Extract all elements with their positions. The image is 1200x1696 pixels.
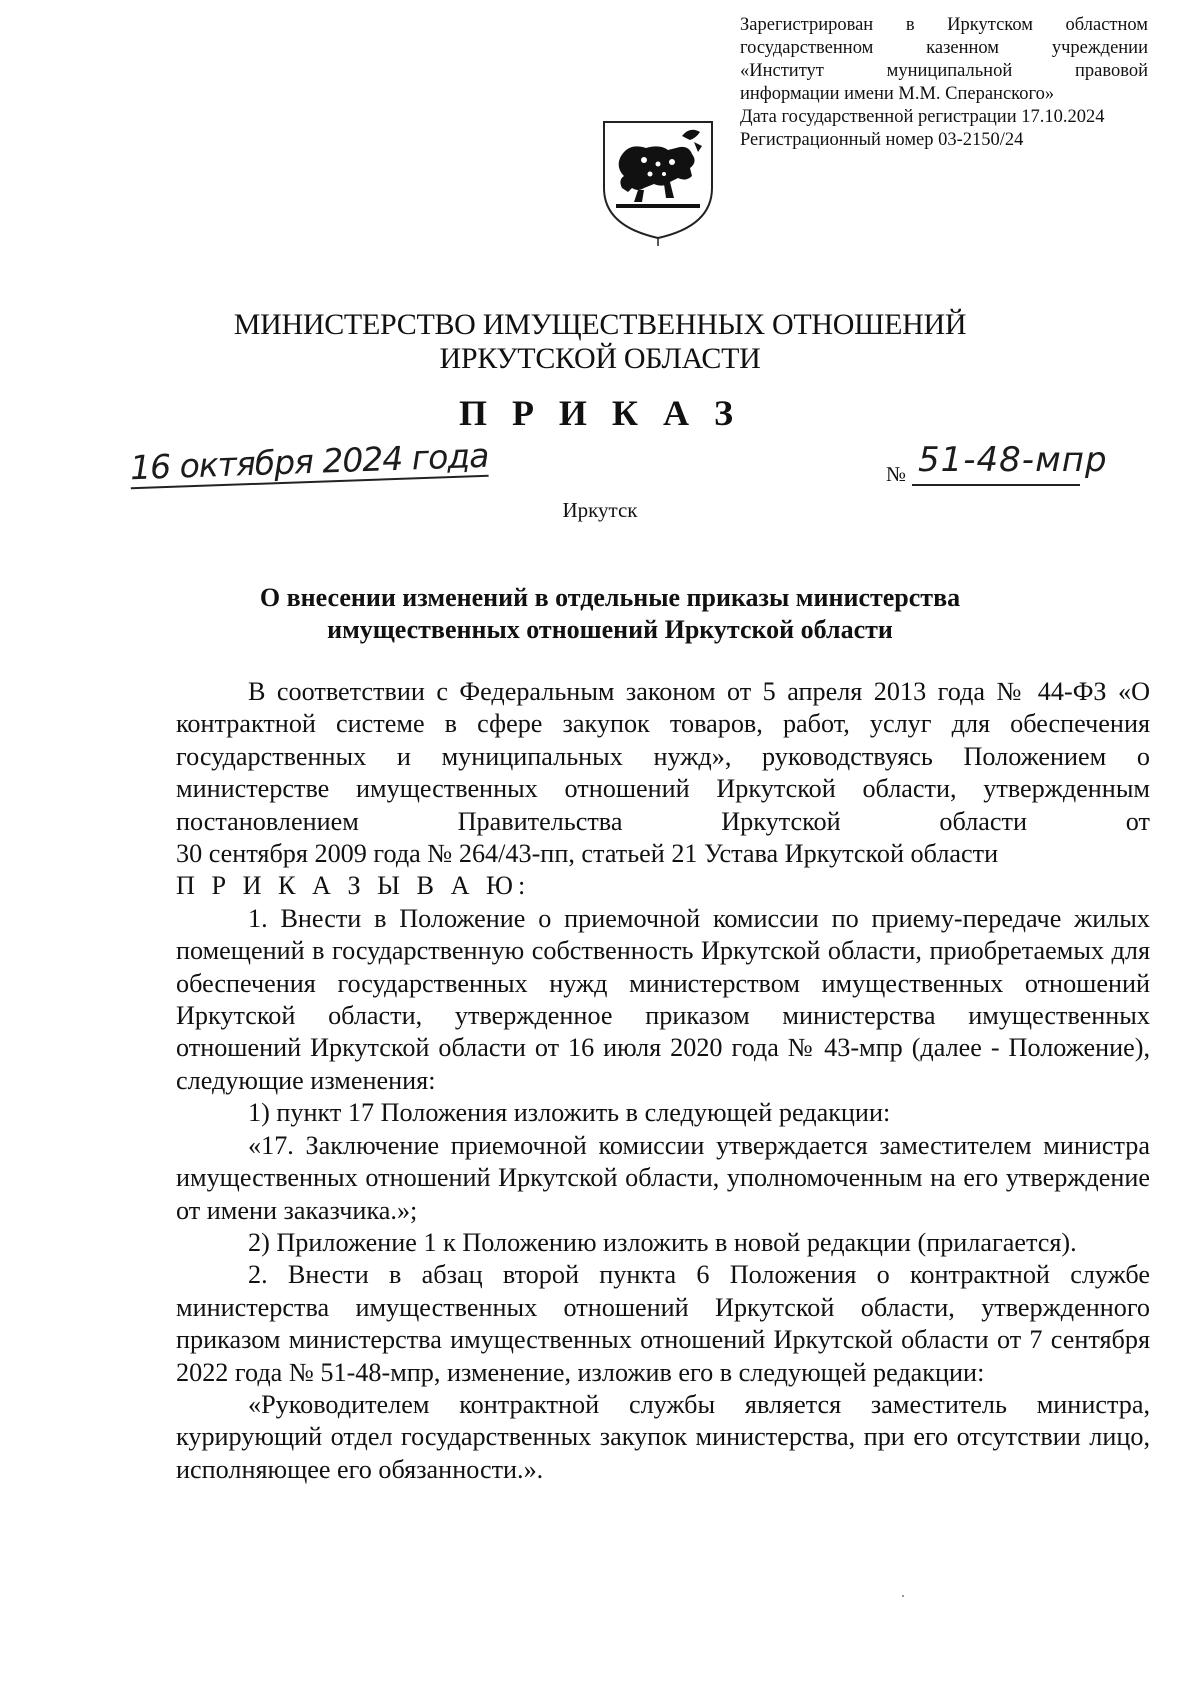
city: Иркутск bbox=[562, 498, 638, 522]
ministry-name-line: МИНИСТЕРСТВО ИМУЩЕСТВЕННЫХ ОТНОШЕНИЙ bbox=[233, 308, 967, 341]
registration-number: Регистрационный номер 03-2150/24 bbox=[740, 130, 1024, 150]
document-body bbox=[176, 676, 1150, 1486]
order-word: П Р И К А З Ы В А Ю: bbox=[176, 871, 531, 901]
document-title-line: О внесении изменений в отдельные приказы министерства bbox=[259, 583, 961, 612]
registration-date: Дата государственной регистрации 17.10.2024 bbox=[740, 107, 1105, 127]
preamble-end: 30 сентября 2009 года № 264/43-пп, статьей 21 Устава Иркутской области bbox=[176, 839, 999, 869]
document-title-line: имущественных отношений Иркутской области bbox=[327, 615, 893, 644]
handwritten-date bbox=[129, 436, 489, 487]
number-label: № bbox=[886, 462, 907, 486]
handwritten-date-text: 16 октября 2024 года bbox=[129, 435, 489, 488]
irkutsk-coat-of-arms-icon bbox=[598, 118, 718, 248]
ministry-name-line: ИРКУТСКОЙ ОБЛАСТИ bbox=[439, 342, 761, 375]
registration-stamp bbox=[740, 14, 1148, 152]
preamble: В соответствии с Федеральным законом от 5 апреля 2013 года № 44-ФЗ «О контрактной системе в сфере закупок товаров, работ, услуг для обеспечения государственных и муниципальных нужд», руководствуясь Положением о министерстве имущественных отношений Иркутской области, утвержденным постановлением Правительства Иркутской области от bbox=[176, 677, 1150, 836]
registration-line: «Институт муниципальной правовой bbox=[740, 61, 1148, 81]
handwritten-number: 51-48-мпр bbox=[918, 440, 1108, 480]
registration-line: информации имени М.М. Сперанского» bbox=[740, 84, 1055, 104]
registration-line: государственном казенном учреждении bbox=[740, 38, 1148, 58]
document-type: П Р И К А З bbox=[458, 393, 742, 433]
subparagraph-1-2: 2) Приложение 1 к Положению изложить в новой редакции (прилагается). bbox=[248, 1227, 1077, 1257]
document-title bbox=[180, 582, 1040, 646]
registration-line: Зарегистрирован в Иркутском областном bbox=[740, 15, 1148, 35]
paragraph-2-text: «Руководителем контрактной службы является заместитель министра, курирующий отдел государственных закупок министерства, при его отсутствии лицо, исполняющее его обязанности.». bbox=[176, 1389, 1150, 1484]
paragraph-2: 2. Внести в абзац второй пункта 6 Положения о контрактной службе министерства имущественных отношений Иркутской области, утвержденного приказом министерства имущественных отношений Иркутской области от 7 сентября 2022 года № 51-48-мпр, изменение, изложив его в следующей редакции: bbox=[176, 1260, 1150, 1387]
scan-speck bbox=[902, 1595, 904, 1597]
subparagraph-1-1-text: «17. Заключение приемочной комиссии утверждается заместителем министра имущественных отношений Иркутской области, уполномоченным на его утверждение от имени заказчика.»; bbox=[176, 1130, 1150, 1225]
ministry-name bbox=[0, 308, 1200, 376]
paragraph-1: 1. Внести в Положение о приемочной комиссии по приему-передаче жилых помещений в государственную собственность Иркутской области, приобретаемых для обеспечения государственных нужд министерством имущественных отношений Иркутской области, утвержденное приказом министерства имущественных отношений Иркутской области от 16 июля 2020 года № 43-мпр (далее - Положение), следующие изменения: bbox=[176, 903, 1150, 1095]
subparagraph-1-1: 1) пункт 17 Положения изложить в следующей редакции: bbox=[248, 1098, 891, 1128]
number-underline bbox=[912, 484, 1080, 486]
